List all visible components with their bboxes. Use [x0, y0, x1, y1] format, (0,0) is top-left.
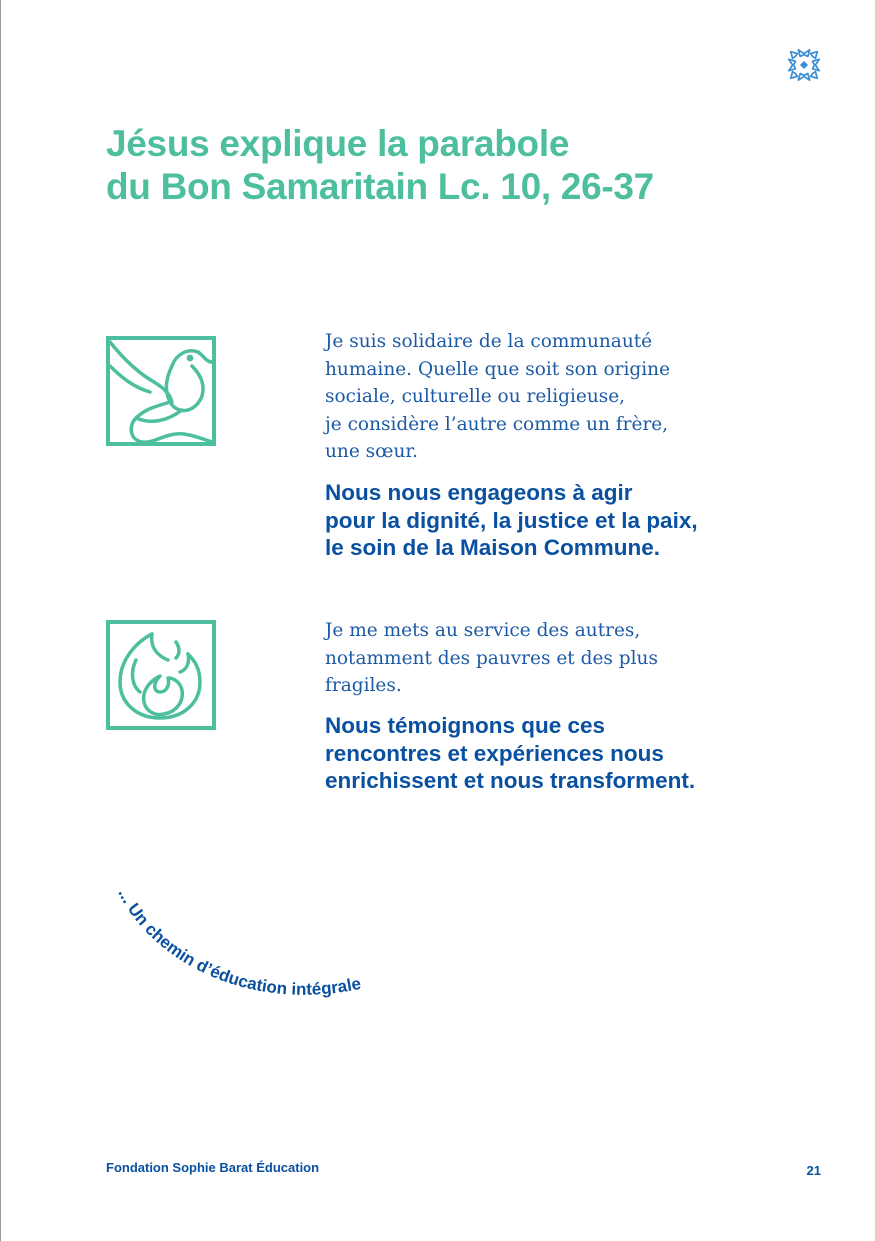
section-1-commitment-line: pour la dignité, la justice et la paix, — [325, 507, 698, 533]
section-2-text-line: notamment des pauvres et des plus — [325, 647, 658, 669]
dove-icon — [106, 336, 216, 446]
title-line-2: du Bon Samaritain Lc. 10, 26-37 — [106, 166, 654, 207]
section-2-text-line: Je me mets au service des autres, — [325, 620, 641, 641]
section-2-commitment-line: rencontres et expériences nous — [325, 740, 664, 766]
section-1-commitment — [325, 479, 805, 562]
section-1-commitment-line: Nous nous engageons à agir — [325, 480, 633, 505]
section-2-commitment-line: enrichissent et nous transforment. — [325, 768, 696, 793]
section-1-text-line: Je suis solidaire de la communauté — [325, 331, 653, 352]
section-2-commitment-line: Nous témoignons que ces — [325, 713, 606, 738]
section-2-text-line: fragiles. — [325, 675, 402, 696]
title-line-1: Jésus explique la parabole — [106, 123, 570, 164]
section-2-commitment — [325, 712, 805, 795]
page-title — [106, 122, 806, 208]
page-edge — [0, 0, 1, 1241]
foundation-logo-icon — [785, 46, 823, 84]
section-1-text-line: sociale, culturelle ou religieuse, — [325, 386, 626, 407]
arc-tagline-text: ... Un chemin d’éducation intégrale — [114, 885, 363, 999]
section-1-text — [325, 328, 785, 466]
section-2-text — [325, 617, 785, 700]
section-1-commitment-line: le soin de la Maison Commune. — [325, 535, 661, 560]
svg-text:... Un chemin d’éducation inté — [114, 885, 362, 999]
section-1-text-line: humaine. Quelle que soit son origine — [325, 358, 671, 380]
section-1-text-line: je considère l’autre comme un frère, — [325, 413, 669, 435]
footer-organization: Fondation Sophie Barat Éducation — [106, 1160, 320, 1175]
section-1-text-line: une sœur. — [325, 441, 419, 462]
flame-icon — [106, 620, 216, 730]
page-number: 21 — [806, 1163, 821, 1178]
